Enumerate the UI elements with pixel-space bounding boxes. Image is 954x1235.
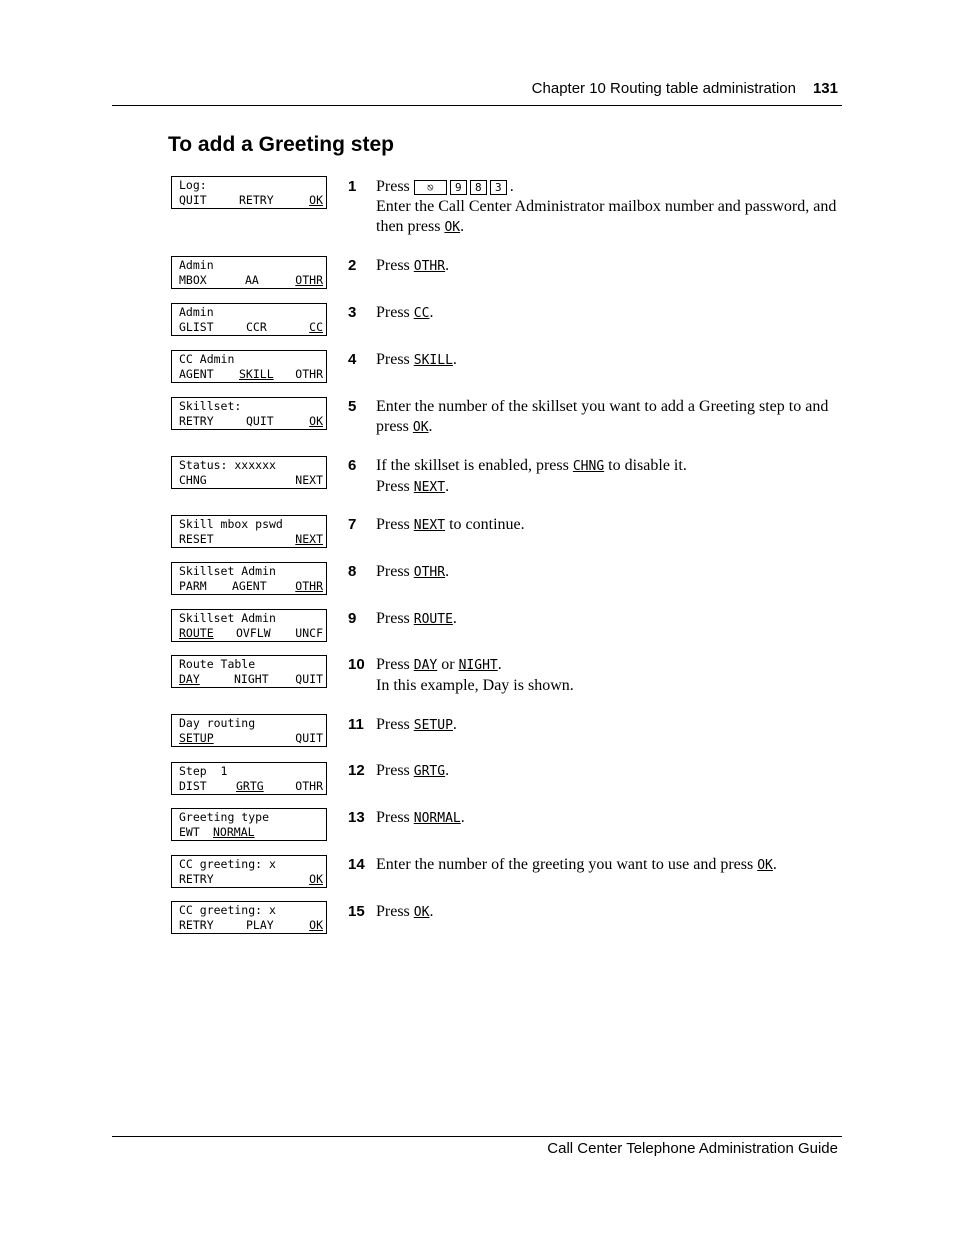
display-panel: Route Table DAY NIGHT QUIT [171,655,327,688]
page-header [112,79,842,106]
section-title: To add a Greeting step [168,133,394,156]
display-panel: Day routing SETUP QUIT [171,714,327,747]
display-panel: CC greeting: x RETRY OK [171,855,327,888]
page-number: 131 [812,80,838,97]
display-panel: Skill mbox pswd RESET NEXT [171,515,327,548]
display-panel: Skillset Admin PARM AGENT OTHR [171,562,327,595]
display-panel: Admin MBOX AA OTHR [171,256,327,289]
digit-key: 3 [490,180,507,195]
display-panel: Status: xxxxxx CHNG NEXT [171,456,327,489]
display-panel: Step 1 DIST GRTG OTHR [171,762,327,795]
digit-key: 9 [450,180,467,195]
display-panel: Admin GLIST CCR CC [171,303,327,336]
display-panel: CC greeting: x RETRY PLAY OK [171,901,327,934]
feature-key-icon: ⎋ [414,180,447,195]
guide-title: Call Center Telephone Administration Guide [547,1140,838,1157]
page-footer [112,1136,842,1157]
display-panel: CC Admin AGENT SKILL OTHR [171,350,327,383]
display-panel: Skillset: RETRY QUIT OK [171,397,327,430]
display-panel: Skillset Admin ROUTE OVFLW UNCF [171,609,327,642]
digit-key: 8 [470,180,487,195]
chapter-title: Chapter 10 Routing table administration [531,80,796,97]
display-panel: Greeting type EWT NORMAL [171,808,327,841]
display-panel: Log: QUIT RETRY OK [171,176,327,209]
